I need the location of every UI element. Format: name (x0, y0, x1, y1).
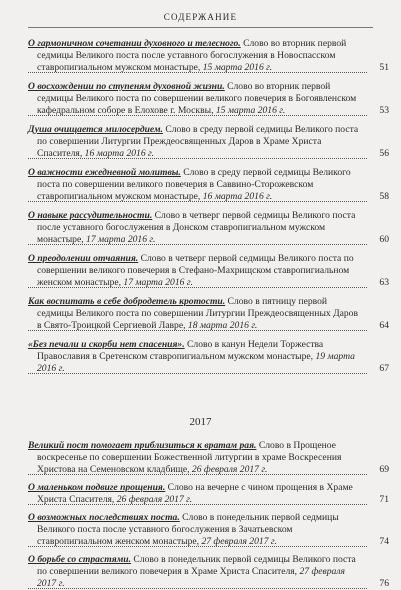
toc-entry-date: 26 февраля 2017 г. (116, 494, 193, 505)
toc-entry-description: Слово в среду первой седмицы Великого поста по совершении великого повечерия в Саввино-Сторожевском ставропигиальном мужском монастыре, (37, 167, 351, 202)
toc-entry-page-number: 53 (379, 105, 389, 116)
toc-entry-description: Слово на вечерне с чином прощения в Храме Христа Спасителя, (37, 482, 353, 505)
page-header: СОДЕРЖАНИЕ (163, 12, 238, 22)
toc-entry-text (28, 554, 389, 590)
toc-entry-page-number: 74 (379, 536, 389, 547)
toc-entry-description: Слово во вторник первой седмицы Великого поста по совершении великого повечерия в Богоявленском кафедральном соборе в Елохове г. Москвы, (37, 81, 357, 116)
toc-entry[interactable] (28, 554, 389, 590)
toc-entry[interactable] (28, 167, 389, 203)
toc-entry-date: 18 марта 2016 г. (187, 320, 258, 331)
toc-entry-date: 19 марта 2016 г. (37, 351, 355, 374)
toc-entry-page-number: 56 (379, 148, 389, 159)
toc-entry-description: Слово в среду первой седмицы Великого поста по совершении Литургии Преждеосвященных Даров в Храме Христа Спасителя, (37, 124, 359, 159)
toc-entry-title: О восхождении по ступеням духовной жизни. (28, 81, 225, 92)
toc-entry-page-number: 60 (379, 234, 389, 245)
toc-entry-page-number: 51 (379, 62, 389, 73)
toc-entry[interactable] (28, 210, 389, 246)
toc-entry-date: 17 марта 2016 г. (123, 277, 193, 288)
toc-entry-text (28, 253, 389, 289)
toc-entry-text (28, 339, 389, 375)
toc-entry-text (28, 210, 389, 246)
toc-entry-page-number: 67 (379, 363, 389, 374)
toc-entry-text (28, 38, 389, 74)
toc-entry-text (28, 296, 389, 332)
toc-entry[interactable] (28, 296, 389, 332)
toc-entry[interactable] (28, 482, 389, 506)
toc-entry-page-number: 58 (379, 191, 389, 202)
toc-entry-date: 16 марта 2016 г. (84, 148, 155, 159)
toc-entry-date: 27 февраля 2017 г. (37, 566, 345, 589)
toc-entry-text (28, 440, 389, 476)
toc-entry-page-number: 64 (379, 320, 389, 331)
toc-entry[interactable] (28, 440, 389, 476)
toc-entry[interactable] (28, 124, 389, 160)
toc-entry-page-number: 69 (379, 464, 389, 475)
toc-entry-description: Слово в четверг первой седмицы Великого поста после уставного богослужения в Донском ставропигиальном мужском монастыре, (37, 210, 356, 245)
header-divider (28, 27, 373, 28)
toc-entry-text (28, 124, 389, 160)
toc-entry-text (28, 512, 389, 548)
toc-entry-title: О навыке рассудительности. (28, 210, 153, 221)
toc-list-2016 (28, 38, 389, 375)
toc-entry[interactable] (28, 253, 389, 289)
toc-entry-date: 26 февраля 2017 г. (191, 464, 268, 475)
toc-entry[interactable] (28, 81, 389, 117)
toc-entry-page-number: 76 (379, 578, 389, 589)
toc-entry-title: Великий пост помогает приблизиться к вратам рая. (28, 440, 257, 451)
toc-entry[interactable] (28, 339, 389, 375)
toc-entry-description: Слово во вторник первой седмицы Великого поста после уставного богослужения в Новоспасском ставропигиальном мужском монастыре, (37, 38, 347, 73)
toc-list-2017 (28, 440, 389, 590)
toc-entry-page-number: 71 (379, 494, 389, 505)
toc-entry-title: О важности ежедневной молитвы. (28, 167, 181, 178)
toc-entry[interactable] (28, 38, 389, 74)
toc-entry-description: Слово в Прощеное воскресенье по совершении Божественной литургии в храме Воскресения Христова на Семеновском кладбище, (37, 440, 342, 475)
toc-entry-title: О борьбе со страстями. (28, 554, 132, 565)
toc-entry[interactable] (28, 512, 389, 548)
toc-entry-title: Душа очищается милосердием. (28, 124, 163, 135)
toc-entry-title: О гармоничном сочетании духовного и телесного. (28, 38, 241, 49)
toc-entry-text (28, 81, 389, 117)
toc-entry-date: 15 марта 2016 г. (202, 62, 273, 73)
toc-entry-date: 17 марта 2016 г. (86, 234, 156, 245)
toc-entry-description: Слово в понедельник первой седмицы Великого поста после уставного богослужения в Зачатьевском ставропигиальном женском монастыре, (37, 512, 339, 547)
toc-entry-description: Слово в понедельник первой седмицы Великого поста по совершении великого повечерия в Храме Христа Спасителя, (37, 554, 356, 577)
toc-entry-description: Слово в четверг первой седмицы Великого поста по совершении великого повечерия в Стефано-Махрищском ставропигиальном женском монастыре, (37, 253, 354, 288)
toc-entry-date: 15 марта 2016 г. (215, 105, 286, 116)
toc-entry-description: Слово в канун Недели Торжества Православия в Сретенском ставропигиальном мужском монастыре, (37, 339, 324, 362)
toc-entry-date: 16 марта 2016 г. (202, 191, 273, 202)
toc-entry-title: О маленьком подвиге прощения. (28, 482, 166, 493)
toc-entry-page-number: 63 (379, 277, 389, 288)
toc-entry-title: О возможных последствиях поста. (28, 512, 180, 523)
toc-entry-description: Слово в пятницу первой седмицы Великого поста по совершении Литургии Преждеосвященных Даров в Свято-Троицкой Сергиевой Лавре, (37, 296, 359, 331)
toc-entry-text (28, 482, 389, 506)
toc-entry-title: Как воспитать в себе добродетель кротости. (28, 296, 226, 307)
year-heading: 2017 (189, 416, 212, 428)
toc-entry-title: «Без печали и скорби нет спасения». (28, 339, 185, 350)
toc-entry-title: О преодолении отчаяния. (28, 253, 139, 264)
toc-entry-text (28, 167, 389, 203)
toc-entry-date: 27 февраля 2017 г. (201, 536, 277, 547)
